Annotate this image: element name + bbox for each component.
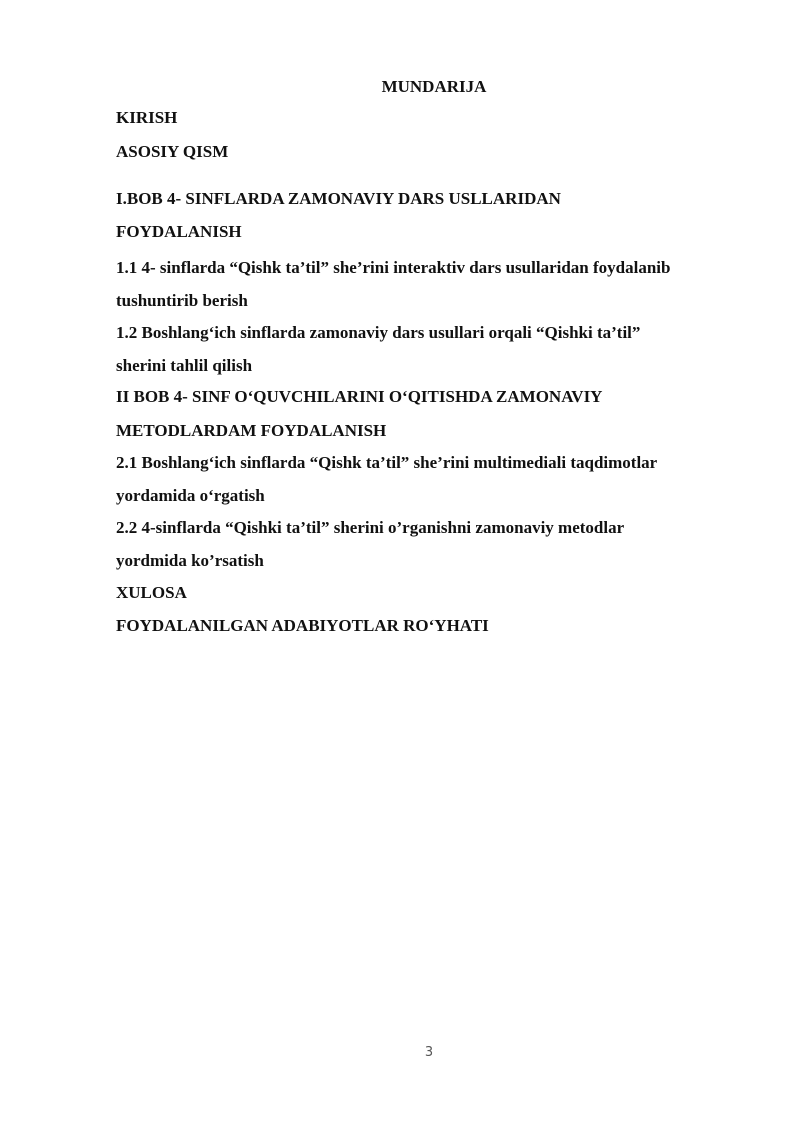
toc-entry-section-2-1: 2.1 Boshlang‘ich sinflarda “Qishk ta’til” she’rini multimediali taqdimotlar: [116, 453, 658, 472]
toc-entry-chapter-1: I.BOB 4- SINFLARDA ZAMONAVIY DARS USLLARIDAN: [116, 189, 561, 208]
toc-entry-section-1-1: 1.1 4- sinflarda “Qishk ta’til” she’rini interaktiv dars usullaridan foydalanib: [116, 258, 671, 277]
toc-entry-section-2-1-cont: yordamida o‘rgatish: [116, 486, 265, 505]
page-number: 3: [424, 1045, 434, 1060]
toc-entry-chapter-2-cont: METODLARDAM FOYDALANISH: [116, 421, 387, 440]
toc-entry-section-2-2: 2.2 4-sinflarda “Qishki ta’til” sherini o’rganishni zamonaviy metodlar: [116, 518, 625, 537]
toc-entry-chapter-2: II BOB 4- SINF O‘QUVCHILARINI O‘QITISHDA ZAMONAVIY: [116, 387, 603, 406]
toc-entry-kirish: KIRISH: [116, 108, 178, 127]
page-title: MUNDARIJA: [381, 77, 487, 96]
toc-entry-section-1-2: 1.2 Boshlang‘ich sinflarda zamonaviy dars usullari orqali “Qishki ta’til”: [116, 323, 641, 342]
toc-entry-xulosa: XULOSA: [116, 583, 187, 602]
toc-entry-chapter-1-cont: FOYDALANISH: [116, 222, 242, 241]
toc-entry-section-1-2-cont: sherini tahlil qilish: [116, 356, 253, 375]
toc-entry-section-1-1-cont: tushuntirib berish: [116, 291, 248, 310]
toc-entry-section-2-2-cont: yordmida ko’rsatish: [116, 551, 264, 570]
toc-entry-bibliography: FOYDALANILGAN ADABIYOTLAR RO‘YHATI: [116, 616, 489, 635]
toc-entry-asosiy-qism: ASOSIY QISM: [116, 142, 229, 161]
